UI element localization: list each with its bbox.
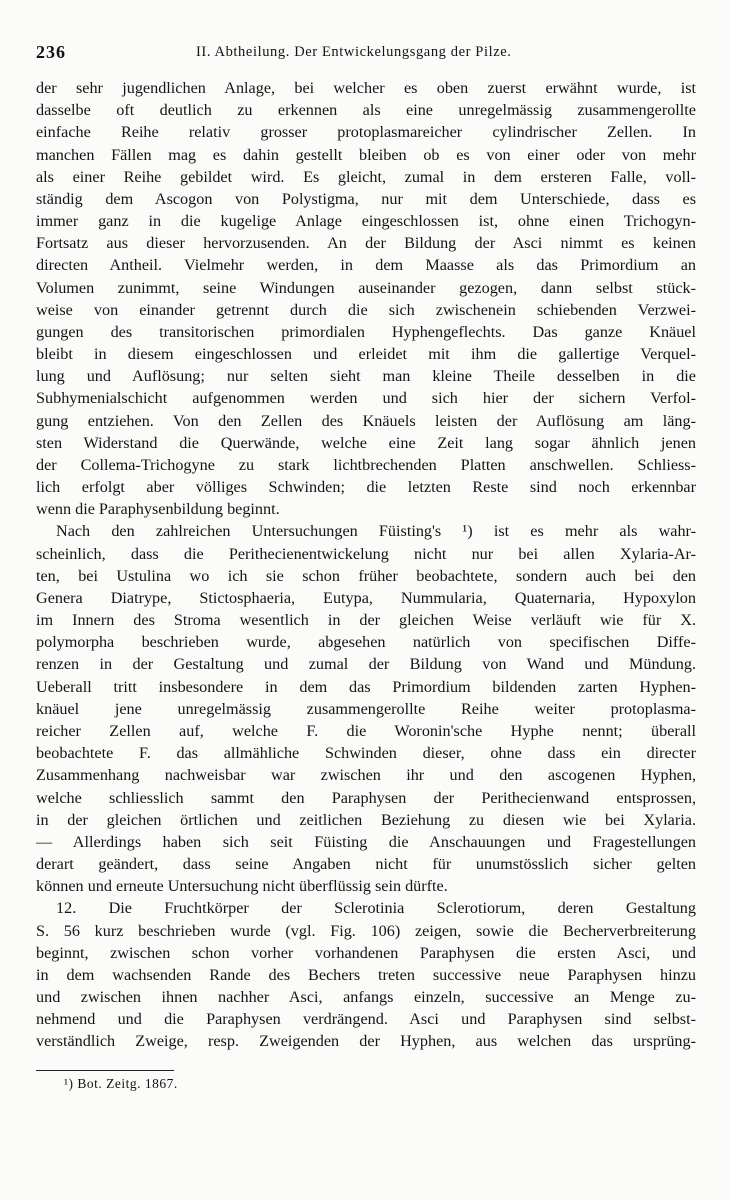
text-line: welche schliesslich sammt den Paraphysen der Perithecienwand entsprossen, (36, 788, 696, 807)
text-line: und zwischen ihnen nachher Asci, anfangs einzeln, successive an Menge zu- (36, 988, 696, 1007)
text-line: ten, bei Ustulina wo ich sie schon früher beobachtete, sondern auch bei den (36, 566, 696, 585)
text-line: gung entziehen. Von den Zellen des Knäuels leisten der Auflösung am läng- (36, 411, 696, 430)
text-line: Fortsatz aus dieser hervorzusenden. An der Bildung der Asci nimmt es keinen (36, 234, 696, 253)
text-line: wenn die Paraphysenbildung beginnt. (36, 500, 280, 519)
text-line: Ueberall tritt insbesondere in dem das Primordium bildenden zarten Hyphen- (36, 677, 696, 696)
paragraph-start-line: 12. Die Fruchtkörper der Sclerotinia Sclerotiorum, deren Gestaltung (56, 899, 696, 918)
text-line: lung und Auflösung; nur selten sieht man kleine Theile desselben in die (36, 367, 696, 386)
running-title: II. Abtheilung. Der Entwickelungsgang der Pilze. (196, 44, 512, 60)
text-line: reicher Zellen auf, welche F. die Woronin'sche Hyphe nennt; überall (36, 721, 696, 740)
text-line: Zusammenhang nachweisbar war zwischen ihr und den ascogenen Hyphen, (36, 766, 696, 785)
text-line: der Collema-Trichogyne zu stark lichtbrechenden Platten anschwellen. Schliess- (36, 455, 696, 474)
text-line: als einer Reihe gebildet wird. Es gleicht, zumal in dem ersteren Falle, voll- (36, 167, 696, 186)
text-line: der sehr jugendlichen Anlage, bei welcher es oben zuerst erwähnt wurde, ist (36, 79, 696, 97)
paragraph-start-line: Nach den zahlreichen Untersuchungen Füisting's ¹) ist es mehr als wahr- (56, 522, 696, 541)
text-line: beobachtete F. das allmähliche Schwinden dieser, ohne dass ein directer (36, 744, 696, 763)
text-line: einfache Reihe relativ grosser protoplasmareicher cylindrischer Zellen. In (36, 123, 696, 142)
text-line: im Innern des Stroma wesentlich in der gleichen Weise verläuft wie für X. (36, 611, 696, 630)
text-line: ständig dem Ascogon von Polystigma, nur mit dem Unterschiede, dass es (36, 189, 696, 208)
text-line: in der gleichen örtlichen und zeitlichen Beziehung zu diesen wie bei Xylaria. (36, 810, 696, 829)
text-line: Genera Diatrype, Stictosphaeria, Eutypa, Nummularia, Quaternaria, Hypoxylon (36, 588, 696, 607)
text-line: renzen in der Gestaltung und zumal der Bildung von Wand und Mündung. (36, 655, 696, 674)
text-line: Volumen zunimmt, seine Windungen auseinander gezogen, dann selbst stück- (36, 278, 696, 297)
page-number: 236 (36, 42, 66, 62)
text-line: nehmend und die Paraphysen verdrängend. Asci und Paraphysen sind selbst- (36, 1010, 696, 1029)
footnote-divider (36, 1070, 174, 1071)
text-line: — Allerdings haben sich seit Füisting die Anschauungen und Fragestellungen (36, 832, 696, 851)
text-line: immer ganz in die kugelige Anlage eingeschlossen ist, ohne einen Trichogyn- (36, 212, 696, 231)
text-line: scheinlich, dass die Perithecienentwickelung nicht nur bei allen Xylaria-Ar- (36, 544, 696, 563)
text-line: in dem wachsenden Rande des Bechers treten successive neue Paraphysen hinzu (36, 965, 696, 984)
text-line: polymorpha beschrieben wurde, abgesehen natürlich von specifischen Diffe- (36, 633, 696, 652)
text-line: beginnt, zwischen schon vorher vorhandenen Paraphysen die ersten Asci, und (36, 943, 696, 962)
running-head (36, 42, 696, 64)
text-line: dasselbe oft deutlich zu erkennen als eine unregelmässig zusammengerollte (36, 101, 696, 120)
text-line: können und erneute Untersuchung nicht überflüssig sein dürfte. (36, 877, 448, 896)
text-line: Subhymenialschicht aufgenommen werden und sich hier der sichern Verfol- (36, 389, 696, 408)
text-line: sten Widerstand die Querwände, welche eine Zeit lang sogar ähnlich jenen (36, 433, 696, 452)
footnote: ¹) Bot. Zeitg. 1867. (64, 1076, 178, 1091)
text-line: manchen Fällen mag es dahin gestellt bleiben ob es von einer oder von mehr (36, 145, 696, 164)
text-line: weise von einander getrennt durch die sich zwischenein schiebenden Verzwei- (36, 300, 696, 319)
body-text (36, 77, 696, 1053)
text-line: lich erfolgt aber völliges Schwinden; die letzten Reste sind noch erkennbar (36, 478, 696, 497)
text-line: bleibt in diesem eingeschlossen und erleidet mit ihm die gallertige Verquel- (36, 345, 696, 364)
text-line: S. 56 kurz beschrieben wurde (vgl. Fig. 106) zeigen, sowie die Becherverbreiterung (36, 921, 696, 940)
text-line: gungen des transitorischen primordialen Hyphengeflechts. Das ganze Knäuel (36, 322, 696, 341)
text-line: directen Antheil. Vielmehr werden, in dem Maasse als das Primordium an (36, 256, 696, 275)
text-line: knäuel jene unregelmässig zusammengerollte Reihe weiter protoplasma- (36, 699, 696, 718)
text-line: verständlich Zweige, resp. Zweigenden der Hyphen, aus welchen das ursprüng- (36, 1032, 696, 1051)
text-line: derart geändert, dass seine Angaben nicht für unumstösslich sicher gelten (36, 855, 696, 874)
